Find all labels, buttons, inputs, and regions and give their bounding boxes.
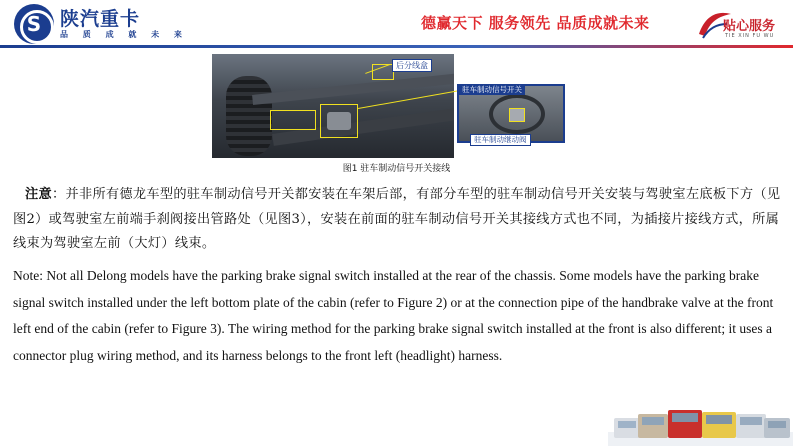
shacman-logo	[14, 4, 188, 44]
header-divider	[0, 45, 793, 48]
truck-icon	[736, 414, 766, 438]
note-label: 注意	[25, 187, 52, 202]
truck-icon	[614, 418, 640, 438]
shacman-emblem-icon	[14, 4, 54, 44]
truck-icon	[638, 414, 668, 438]
signal-switch-image	[509, 108, 525, 122]
header-slogan: 德赢天下 服务领先 品质成就未来	[421, 14, 650, 32]
rear-harness-label: 后分线盒	[392, 59, 432, 72]
note-text-cn: ：并非所有德龙车型的驻车制动信号开关都安装在车架后部，有部分车型的驻车制动信号开关安装与驾驶室左底板下方（见图2）或驾驶室左前端手刹阀接出管路处（见图3），安装在前面的驻车制动信号开关其接线方式也不同，为插接片接线方式，所属线束为驾驶室左前（大灯）线束。	[13, 187, 781, 251]
signal-switch-label: 驻车制动信号开关	[459, 84, 525, 95]
brand-name: 陕汽重卡	[60, 8, 141, 30]
figure-caption: 图1 驻车制动信号开关接线	[342, 164, 451, 174]
highlight-box	[320, 104, 358, 138]
service-logo	[695, 8, 785, 42]
tire-image	[226, 76, 272, 156]
note-paragraph-en: Note: Not all Delong models have the parking brake signal switch installed at the rear of the chassis. Some models have the parking brake signal switch installed under the left bottom plate of the cabin (refer to Figure 2) or at the connection pipe of the handbrake valve at the front left end of the cabin (refer to Figure 3). The wiring method for the parking brake signal switch installed at the front is also different; it uses a connector plug wiring method, and its harness belongs to the front left (headlight) harness.	[13, 268, 774, 363]
service-name-en: TIE XIN FU WU	[725, 33, 775, 39]
relay-valve-label: 驻车制动继动阀	[470, 134, 531, 146]
note-paragraph-cn	[13, 183, 783, 257]
truck-icon	[668, 410, 702, 438]
highlight-box	[270, 110, 316, 130]
page-header	[0, 0, 793, 46]
service-name: 贴心服务	[723, 19, 776, 34]
frame-rail-image	[252, 73, 454, 105]
truck-icon	[764, 418, 790, 438]
truck-icon	[702, 412, 736, 438]
truck-lineup-image	[608, 402, 793, 446]
brand-tagline: 品 质 成 就 未 来	[60, 30, 188, 39]
